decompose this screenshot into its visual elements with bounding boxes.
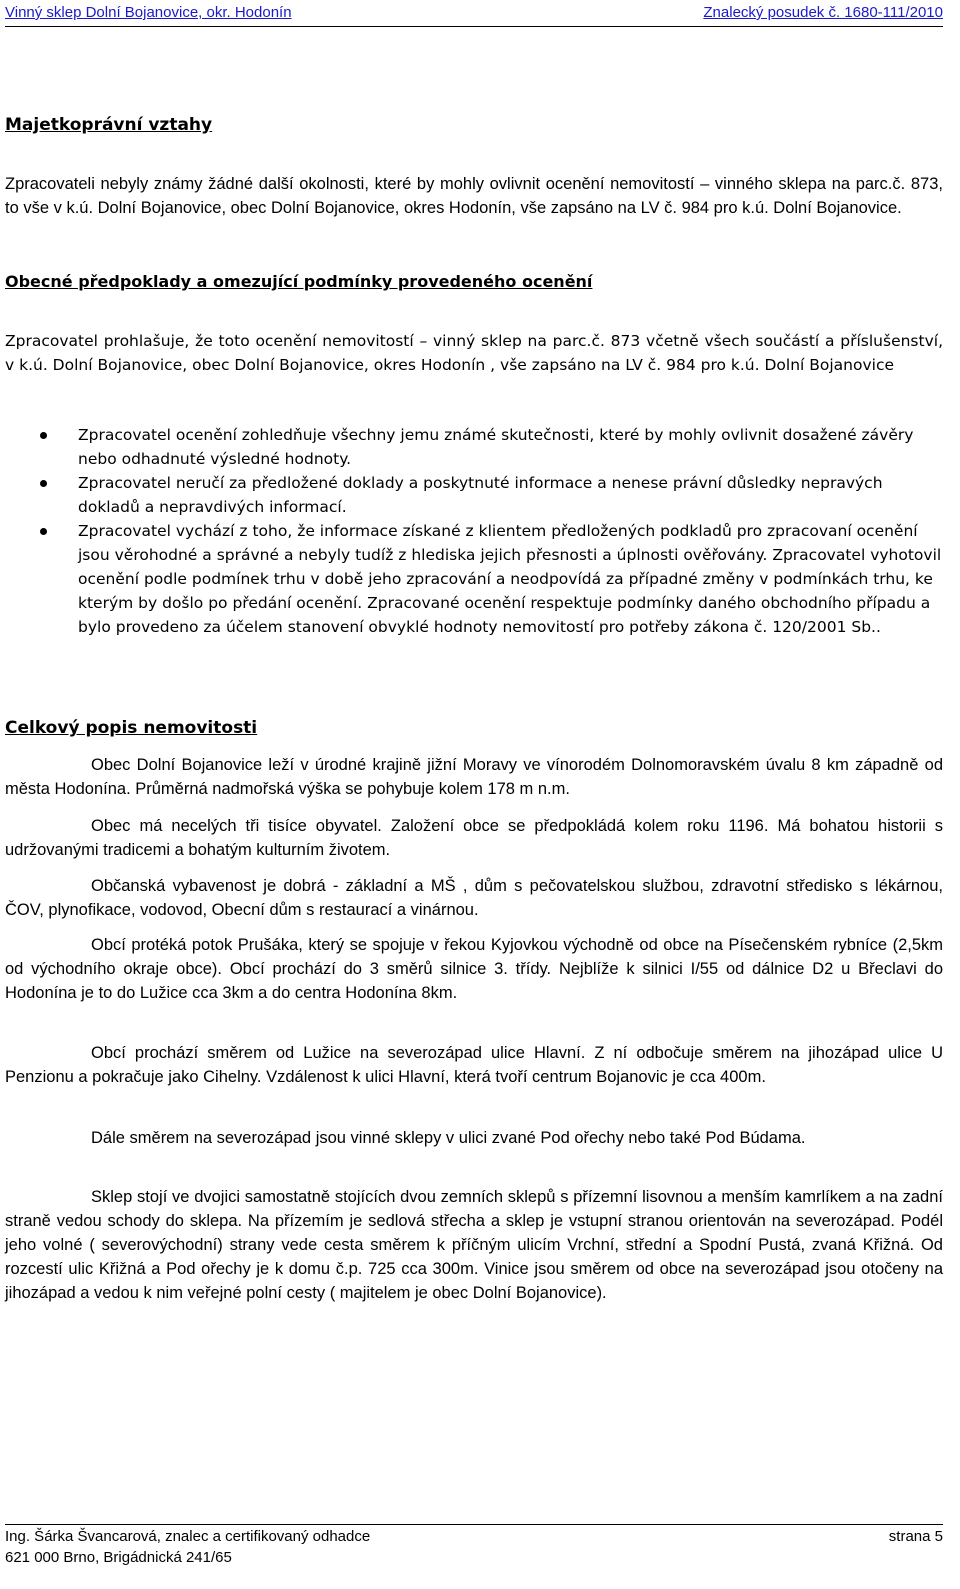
section-title-property-rights: Majetkoprávní vztahy	[5, 115, 213, 135]
paragraph-description: Obcí prochází směrem od Lužice na severozápad ulice Hlavní. Z ní odbočuje směrem na jihozápad ulice U Penzionu a pokračuje jako Cihelny. Vzdálenost k ulici Hlavní, která tvoří centrum Bojanovic je cca 400m.	[5, 1044, 943, 1086]
paragraph-description: Občanská vybavenost je dobrá - základní a MŠ , dům s pečovatelskou službou, zdravotní středisko s lékárnou, ČOV, plynofikace, vodovod, Obecní dům s restaurací a vinárnou.	[5, 877, 943, 919]
list-item: Zpracovatel vychází z toho, že informace získané z klientem předložených podkladů pro zpracovaní ocenění jsou věrohodné a správné a nebyly tudíž z hlediska jejich přesnosti a úplnosti ověřovány. Zpracovatel vyhotovil ocenění podle podmínek trhu v době jeho zpracování a neodpovídá za případné změny v podmínkách trhu, ke kterým by došlo po předání ocenění. Zpracované ocenění respektuje podmínky daného obchodního případu a bylo provedeno za účelem stanovení obvyklé hodnoty nemovitostí pro potřeby zákona č. 120/2001 Sb..	[5, 519, 943, 639]
section-title-assumptions: Obecné předpoklady a omezující podmínky provedeného ocenění	[5, 272, 593, 291]
paragraph-description: Sklep stojí ve dvojici samostatně stojících dvou zemních sklepů s přízemní lisovnou a menším kamrlíkem a na zadní straně vedou schody do sklepa. Na přízemím je sedlová střecha a sklep je vstupní stranou orientován na severozápad. Podél jeho volné ( severovýchodní) strany vede cesta směrem k příčným ulicím Vrchní, střední a Spodní Pustá, zvaná Křižná. Od rozcestí ulic Křižná a Pod ořechy je k domu č.p. 725 cca 300m. Vinice jsou směrem od obce na severozápad jsou otočeny na jihozápad a vedou k nim veřejné polní cesty ( majitelem je obec Dolní Bojanovice).	[5, 1188, 943, 1302]
paragraph-description: Obec Dolní Bojanovice leží v úrodné krajině jižní Moravy ve vínorodém Dolnomoravském úvalu 8 km západně od města Hodonína. Průměrná nadmořská výška se pohybuje kolem 178 m n.m.	[5, 756, 943, 798]
page-header	[5, 4, 943, 27]
bullet-icon	[40, 432, 47, 439]
paragraph-description: Obec má necelých tři tisíce obyvatel. Založení obce se předpokládá kolem roku 1196. Má bohatou historii s udržovanými tradicemi a bohatým kulturním životem.	[5, 817, 943, 859]
paragraph-description: Obcí protéká potok Prušáka, který se spojuje v řekou Kyjovkou východně od obce na Písečenském rybníce (2,5km od východního okraje obce). Obcí prochází do 3 směrů silnice 3. třídy. Nejblíže k silnici I/55 od dálnice D2 u Břeclavi do Hodonína je to do Lužice cca 3km a do centra Hodonína 8km.	[5, 936, 943, 1002]
header-document-title: Vinný sklep Dolní Bojanovice, okr. Hodonín	[5, 4, 292, 21]
section-title-description: Celkový popis nemovitosti	[5, 718, 258, 738]
footer-address: 621 000 Brno, Brigádnická 241/65	[5, 1549, 232, 1566]
paragraph-property-rights: Zpracovateli nebyly známy žádné další okolnosti, které by mohly ovlivnit ocenění nemovitostí – vinného sklepa na parc.č. 873, to vše v k.ú. Dolní Bojanovice, obec Dolní Bojanovice, okres Hodonín, vše zapsáno na LV č. 984 pro k.ú. Dolní Bojanovice.	[5, 175, 943, 217]
list-item: Zpracovatel neručí za předložené doklady a poskytnuté informace a nenese právní důsledky nepravých dokladů a nepravdivých informací.	[5, 471, 943, 519]
page-footer	[5, 1524, 943, 1566]
footer-author: Ing. Šárka Švancarová, znalec a certifikovaný odhadce	[5, 1528, 371, 1545]
assumptions-list	[5, 423, 943, 639]
page-number: strana 5	[888, 1528, 943, 1545]
bullet-icon	[40, 480, 47, 487]
paragraph-assumptions: Zpracovatel prohlašuje, že toto ocenění nemovitostí – vinný sklep na parc.č. 873 včetně všech součástí a příslušenství, v k.ú. Dolní Bojanovice, obec Dolní Bojanovice, okres Hodonín , vše zapsáno na LV č. 984 pro k.ú. Dolní Bojanovice	[5, 332, 943, 374]
bullet-icon	[40, 528, 47, 535]
header-report-number: Znalecký posudek č. 1680-111/2010	[703, 4, 943, 21]
list-item: Zpracovatel ocenění zohledňuje všechny jemu známé skutečnosti, které by mohly ovlivnit dosažené závěry nebo odhadnuté výsledné hodnoty.	[5, 423, 943, 471]
paragraph-description: Dále směrem na severozápad jsou vinné sklepy v ulici zvané Pod ořechy nebo také Pod Búdama.	[91, 1129, 806, 1147]
